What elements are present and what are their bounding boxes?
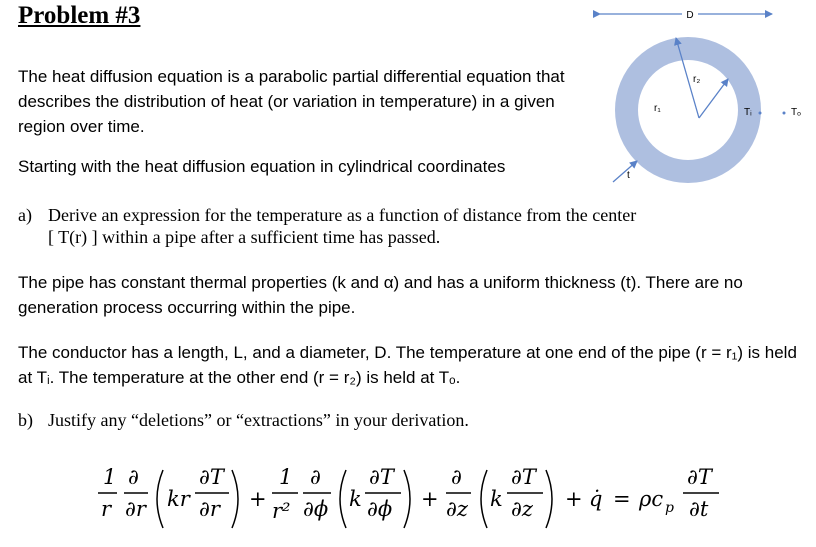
eq-t2-dphi: ∂ϕ <box>303 497 329 521</box>
question-a-text1: Derive an expression for the temperature as a function of distance from the center <box>48 205 637 225</box>
eq-t1-rparen <box>232 470 238 528</box>
eq-t3-dz: ∂z <box>446 497 468 521</box>
eq-t1-dT: ∂T <box>199 465 224 489</box>
eq-t1-r: r <box>101 497 112 521</box>
diameter-label: D <box>686 10 694 21</box>
thickness-arrow <box>613 161 637 182</box>
question-a-label: a) <box>18 205 32 225</box>
pipe-bore <box>638 60 738 160</box>
question-b <box>18 410 469 431</box>
eq-t1-one: 1 <box>103 465 117 489</box>
eq-t3-dz2: ∂z <box>511 497 533 521</box>
eq-dT-rhs: ∂T <box>687 465 712 489</box>
question-a <box>18 204 636 248</box>
question-a-text2: [ T(r) ] within a pipe after a sufficient time has passed. <box>48 227 441 247</box>
eq-t2-r2: r² <box>272 499 291 523</box>
question-a-line1 <box>18 204 636 226</box>
thickness-label: t <box>627 170 630 181</box>
pipe-cross-section-diagram <box>580 0 816 210</box>
eq-t1-dr: ∂r <box>125 497 146 521</box>
heat-diffusion-equation <box>95 462 735 544</box>
question-b-label: b) <box>18 410 33 430</box>
eq-t2-dphi2: ∂ϕ <box>367 497 393 521</box>
ti-label: Tᵢ <box>744 107 752 118</box>
r2-label: r₂ <box>693 74 701 85</box>
conductor-paragraph: The conductor has a length, L, and a diameter, D. The temperature at one end of the pipe (r = r₁) is held at Tᵢ. The temperature at the other end (r = r₂) is held at Tₒ. <box>18 343 797 387</box>
eq-qdot: q̇ <box>589 487 603 511</box>
eq-t2-one: 1 <box>279 465 293 489</box>
eq-t3-dT: ∂T <box>511 465 536 489</box>
eq-dt: ∂t <box>689 497 709 521</box>
to-label: Tₒ <box>791 107 801 118</box>
eq-plus-3: + <box>565 487 583 511</box>
eq-t2-dT: ∂T <box>369 465 394 489</box>
eq-p-subscript: p <box>665 500 674 516</box>
eq-t1-partial: ∂ <box>128 465 139 489</box>
eq-t3-partial: ∂ <box>451 465 462 489</box>
eq-t1-lparen <box>157 470 163 528</box>
eq-t1-kr: kr <box>167 487 190 511</box>
eq-plus-2: + <box>421 487 439 511</box>
question-b-text: Justify any “deletions” or “extractions” in your derivation. <box>48 410 469 430</box>
eq-t2-lparen <box>340 470 346 528</box>
eq-t3-lparen <box>481 470 487 528</box>
eq-t2-rparen <box>404 470 410 528</box>
eq-t1-dr2: ∂r <box>199 497 220 521</box>
eq-t2-k: k <box>349 487 362 511</box>
to-marker <box>783 112 786 115</box>
intro-paragraph: The heat diffusion equation is a parabolic partial differential equation that describes the distribution of heat (or variation in temperature) in a given region over time. <box>18 67 565 136</box>
pipe-properties-paragraph: The pipe has constant thermal properties (k and α) and has a uniform thickness (t). There are no generation process occurring within the pipe. <box>18 273 743 317</box>
r1-label: r₁ <box>654 103 661 114</box>
ti-marker <box>759 112 762 115</box>
problem-title: Problem #3 <box>18 2 141 29</box>
eq-equals: = <box>613 487 631 511</box>
eq-t3-rparen <box>546 470 552 528</box>
eq-t3-k: k <box>490 487 503 511</box>
starting-paragraph: Starting with the heat diffusion equation in cylindrical coordinates <box>18 157 506 176</box>
eq-t2-partial: ∂ <box>310 465 321 489</box>
eq-plus-1: + <box>249 487 267 511</box>
eq-rhoc: ρc <box>639 487 664 511</box>
